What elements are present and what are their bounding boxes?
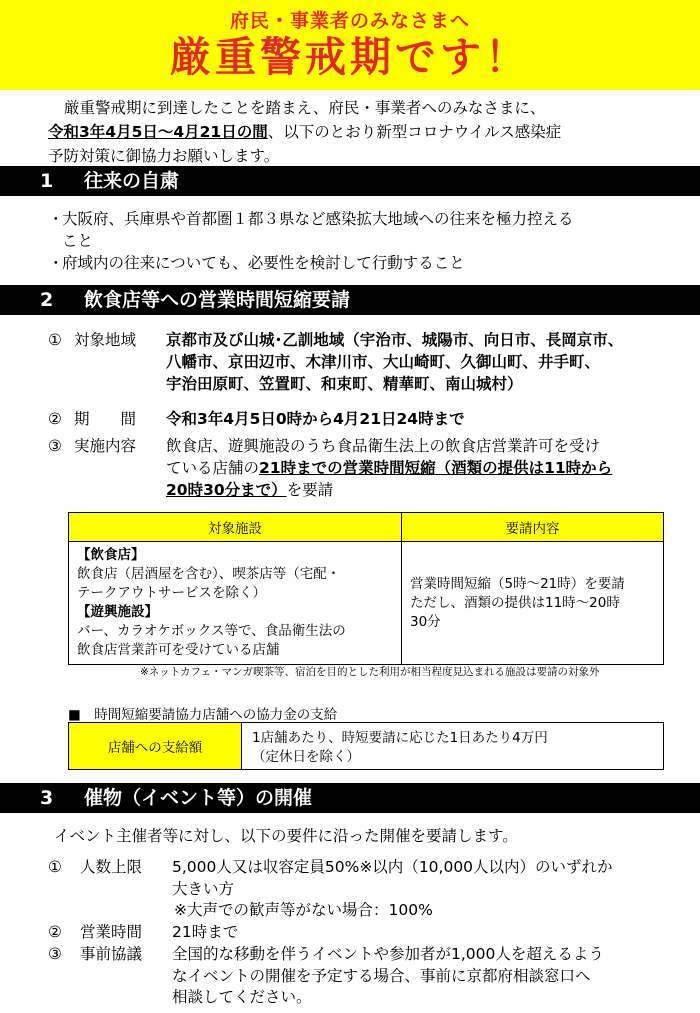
item-value: [166, 329, 688, 395]
item-value: 21時まで: [172, 923, 239, 941]
section-3-intro: イベント主催者等に対し、以下の要件に沿った開催を要請します。: [54, 827, 518, 845]
section-2-title: 飲食店等への営業時間短縮要請: [84, 289, 351, 311]
item-label: 期 間: [74, 410, 137, 428]
item-value: [172, 944, 688, 1009]
section-3-title: 催物（イベント等）の開催: [84, 787, 313, 809]
facility-heading: 【飲食店】: [77, 547, 145, 563]
section-2-number: 2: [40, 289, 54, 311]
request-line: ただし、酒類の提供は11時～20時: [410, 594, 620, 611]
facility-line: 飲食店営業許可を受けている店舗: [77, 642, 280, 658]
value-line: なイベントの開催を予定する場合、事前に京都府相談窓口へ: [172, 966, 591, 985]
intro-line-2-rest: 、以下のとおり新型コロナウイルス感染症: [267, 123, 562, 141]
bullet-text: 大阪府、兵庫県や首都圏１都３県など感染拡大地域への往来を極力控える: [62, 210, 574, 228]
value-line: 飲食店、遊興施設のうち食品衛生法上の飲食店営業許可を受け: [166, 437, 601, 455]
facility-cell: [69, 542, 402, 665]
facility-heading: 【遊興施設】: [77, 604, 158, 620]
item-label: 対象地域: [74, 331, 137, 349]
item-label: 実施内容: [74, 437, 137, 455]
value-line: 京都市及び山城･乙訓地域（宇治市、城陽市、向日市、長岡京市、: [166, 331, 624, 349]
facility-line: 飲食店（居酒屋を含む）、喫茶店等（宅配・: [77, 566, 341, 582]
bullet-text: こと: [62, 232, 94, 250]
capacity-item: [48, 857, 688, 922]
item-label: 営業時間: [80, 923, 143, 941]
intro-line-2: [48, 120, 688, 144]
support-key: 店舗への支給額: [69, 723, 242, 769]
bullet-mark: ・: [48, 210, 64, 228]
item-number: ①: [48, 858, 62, 876]
value-text: ている店舗の: [166, 459, 260, 477]
support-box: [68, 722, 664, 770]
table-header-request: 要請内容: [402, 513, 664, 542]
bullet-item: [48, 252, 688, 274]
item-number: ①: [48, 331, 62, 349]
consultation-item: [48, 944, 688, 1009]
value-line: [166, 479, 688, 501]
section-1-header: [0, 166, 700, 196]
target-area-item: [48, 329, 688, 395]
section-3-number: 3: [40, 787, 54, 809]
bullet-text: 府域内の往来についても、必要性を検討して行動すること: [62, 254, 465, 272]
intro-text: [48, 96, 688, 168]
banner-title: 厳重警戒期です！: [170, 33, 530, 81]
facility-line: テークアウトサービスを除く）: [77, 585, 266, 601]
item-value: [172, 857, 688, 922]
request-line: 30分: [410, 613, 441, 630]
implementation-item: [48, 435, 688, 501]
table-header-facility: 対象施設: [69, 513, 402, 542]
request-line: 営業時間短縮（5時～21時）を要請: [410, 575, 625, 592]
banner-subtitle: 府民・事業者のみなさまへ: [229, 10, 470, 32]
intro-line-1: 厳重警戒期に到達したことを踏まえ、府民・事業者へのみなさまに、: [64, 99, 546, 117]
value-line: [166, 457, 688, 479]
item-value: [166, 435, 688, 501]
request-table: [68, 512, 664, 665]
value-line: 宇治田原町、笠置町、和束町、精華町、南山城村）: [166, 375, 523, 393]
intro-line-3: 予防対策に御協力お願いします。: [48, 147, 280, 165]
support-value: [242, 723, 558, 769]
request-cell: [402, 542, 664, 665]
bullet-item-cont: [48, 230, 688, 252]
header-banner: [0, 0, 700, 90]
intro-period: 令和3年4月5日～4月21日の間: [48, 123, 268, 141]
section-1-title: 往来の自粛: [84, 170, 180, 192]
item-number: ②: [48, 923, 62, 941]
value-emphasis: 21時までの営業時間短縮（酒類の提供は11時から: [259, 459, 613, 477]
bullet-mark: ・: [48, 254, 64, 272]
value-emphasis: 20時30分まで）: [166, 481, 287, 499]
item-value: 令和3年4月5日0時から4月21日24時まで: [166, 410, 465, 428]
support-line: 1店舗あたり、時短要請に応じた1日あたり4万円: [252, 730, 548, 746]
section-3-header: [0, 783, 700, 813]
bullet-item: [48, 208, 688, 230]
item-number: ③: [48, 437, 62, 455]
item-label: 人数上限: [80, 858, 143, 876]
section-1-number: 1: [40, 170, 54, 192]
support-heading: ■ 時間短縮要請協力店舗への協力金の支給: [68, 707, 338, 723]
section-2-header: [0, 285, 700, 315]
value-line: 大きい方: [172, 879, 235, 898]
facility-line: バー、カラオケボックス等で、食品衛生法の: [77, 623, 346, 639]
hours-item: [48, 922, 688, 944]
value-line: 八幡市、京田辺市、木津川市、大山崎町、久御山町、井手町、: [166, 353, 601, 371]
period-item: [48, 408, 688, 430]
value-line: 全国的な移動を伴うイベントや参加者が1,000人を超えるよう: [172, 945, 604, 963]
value-line: 5,000人又は収容定員50%※以内（10,000人以内）のいずれか: [172, 858, 613, 876]
item-label: 事前協議: [80, 945, 143, 963]
item-number: ③: [48, 945, 62, 963]
table-note: ※ネットカフェ・マンガ喫茶等、宿泊を目的とした利用が相当程度見込まれる施設は要請の対象外: [140, 666, 600, 678]
value-text: を要請: [286, 481, 334, 499]
value-line: 相談してください。: [172, 988, 312, 1006]
item-number: ②: [48, 410, 62, 428]
value-line: ※大声での歓声等がない場合：100%: [174, 901, 433, 919]
section-1-bullets: [48, 208, 688, 274]
support-line: （定休日を除く）: [252, 749, 360, 765]
